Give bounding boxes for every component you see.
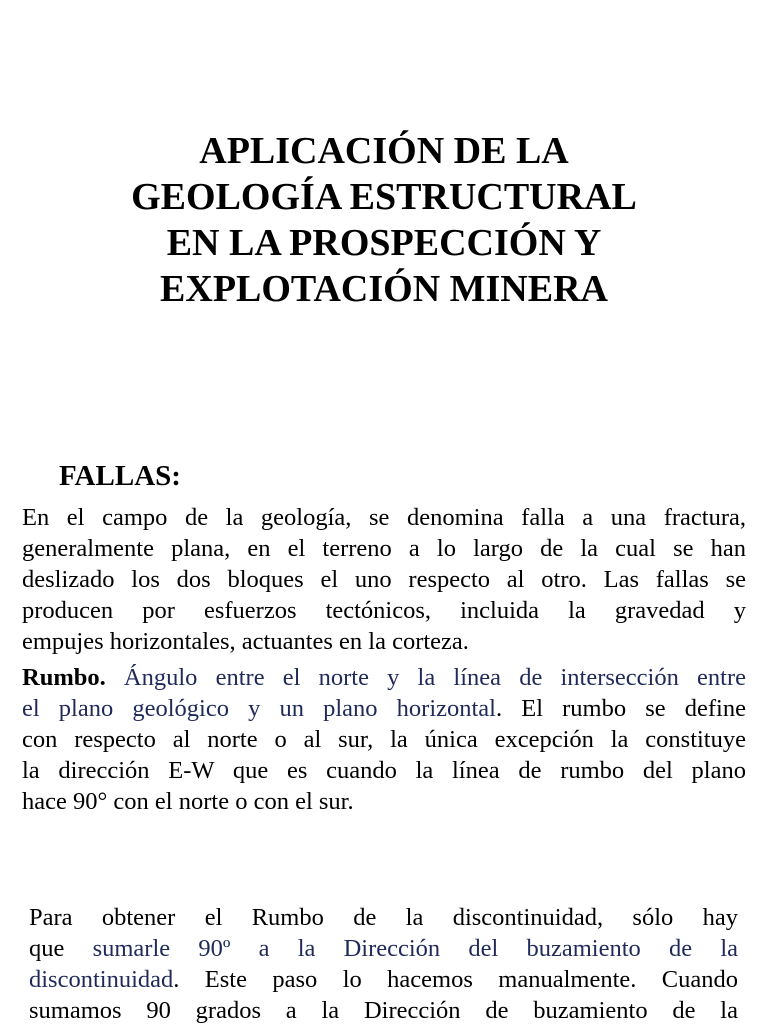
buzamiento-link[interactable]: sumarle 90º a la Dirección del buzamiento de la	[92, 935, 739, 962]
paragraph-line: En el campo de la geología, se denomina falla a una fractura,	[22, 504, 746, 531]
paragraph-line	[22, 662, 746, 693]
paragraph-rumbo-calculation	[29, 902, 738, 1026]
paragraph-rumbo-definition	[22, 662, 746, 817]
paragraph-line: sumamos 90 grados a la Dirección de buzamiento de la	[29, 997, 738, 1024]
paragraph-text: . Este paso lo hacemos manualmente. Cuando	[173, 966, 738, 993]
rumbo-definition-link[interactable]: Ángulo entre el norte y la línea de intersección entre	[123, 664, 747, 691]
paragraph-fallas-definition	[22, 502, 746, 657]
section-heading-fallas: FALLAS:	[59, 460, 181, 492]
paragraph-line: producen por esfuerzos tectónicos, incluida la gravedad y	[22, 597, 746, 624]
rumbo-definition-link-cont[interactable]: el plano geológico y un plano horizontal	[22, 695, 496, 722]
paragraph-line	[29, 933, 738, 964]
paragraph-line: con respecto al norte o al sur, la única excepción la constituye	[22, 726, 746, 753]
term-rumbo: Rumbo.	[22, 664, 106, 691]
paragraph-line: empujes horizontales, actuantes en la corteza.	[22, 628, 469, 655]
title-line: EN LA PROSPECCIÓN Y	[166, 222, 602, 264]
paragraph-line: generalmente plana, en el terreno a lo largo de la cual se han	[22, 535, 746, 562]
paragraph-text: . El rumbo se define	[496, 695, 746, 722]
paragraph-line: deslizado los dos bloques el uno respecto al otro. Las fallas se	[22, 566, 746, 593]
paragraph-text: que	[29, 935, 65, 962]
paragraph-line: hace 90° con el norte o con el sur.	[22, 788, 354, 815]
document-title	[84, 128, 684, 312]
paragraph-line	[22, 693, 746, 724]
paragraph-line: la dirección E-W que es cuando la línea de rumbo del plano	[22, 757, 746, 784]
paragraph-line: Para obtener el Rumbo de la discontinuidad, sólo hay	[29, 904, 738, 931]
paragraph-line	[29, 964, 738, 995]
title-line: GEOLOGÍA ESTRUCTURAL	[131, 176, 637, 218]
title-line: EXPLOTACIÓN MINERA	[160, 268, 608, 310]
title-line: APLICACIÓN DE LA	[199, 130, 569, 172]
buzamiento-link-cont[interactable]: discontinuidad	[29, 966, 174, 993]
